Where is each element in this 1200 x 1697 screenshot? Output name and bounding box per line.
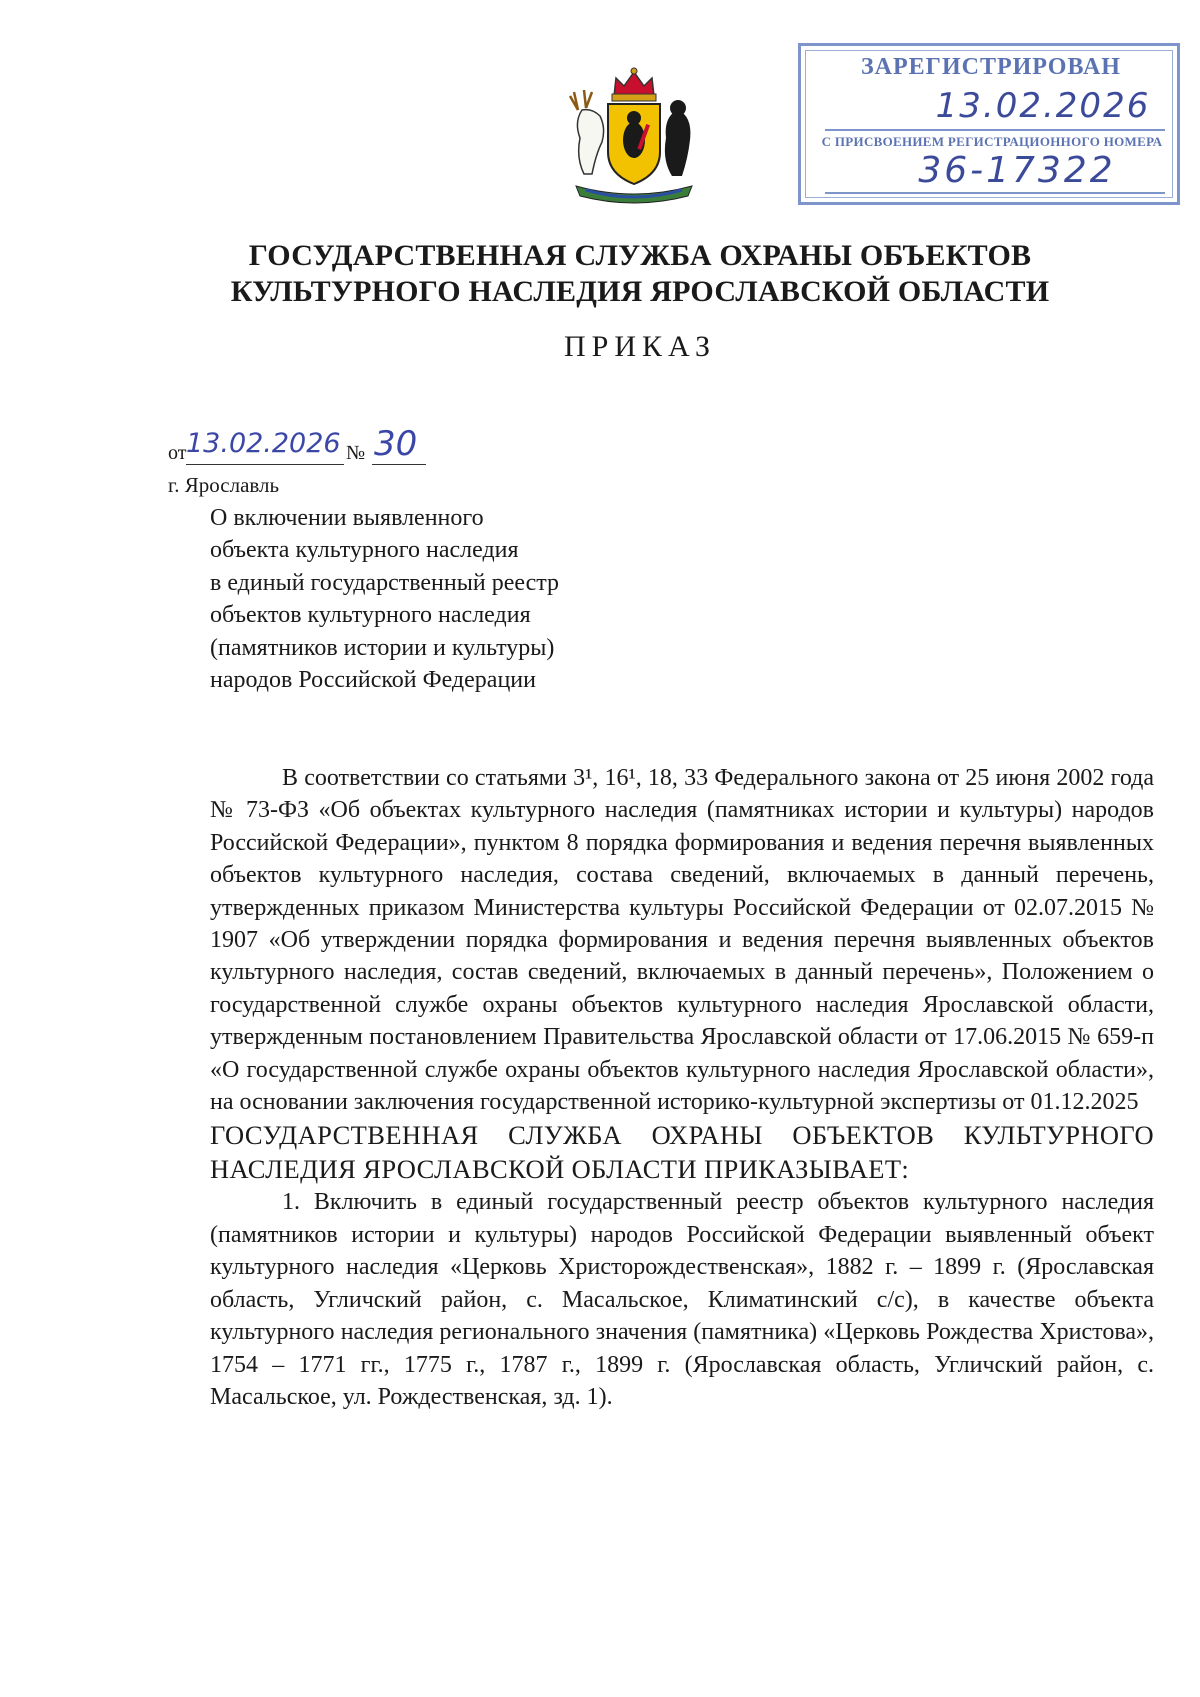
date-prefix: от bbox=[168, 442, 187, 464]
coat-of-arms-icon bbox=[556, 66, 712, 212]
order-body bbox=[210, 762, 1154, 1413]
order-date-handwritten: 13.02.2026 bbox=[186, 428, 341, 459]
subject-line: в единый государственный реестр bbox=[210, 569, 560, 596]
stamp-date: 13.02.2026 bbox=[935, 86, 1151, 126]
order-subject bbox=[210, 502, 730, 696]
stamp-title: ЗАРЕГИСТРИРОВАН bbox=[861, 54, 1121, 80]
stamp-divider bbox=[825, 192, 1165, 194]
stamp-registration-number: 36-17322 bbox=[918, 150, 1116, 191]
stamp-subtitle: С ПРИСВОЕНИЕМ РЕГИСТРАЦИОННОГО НОМЕРА bbox=[821, 134, 1163, 149]
agency-name-line: КУЛЬТУРНОГО НАСЛЕДИЯ ЯРОСЛАВСКОЙ ОБЛАСТИ bbox=[230, 275, 1050, 308]
date-underline bbox=[186, 464, 344, 465]
subject-line: объектов культурного наследия bbox=[210, 602, 531, 629]
agency-name-line: ГОСУДАРСТВЕННАЯ СЛУЖБА ОХРАНЫ ОБЪЕКТОВ bbox=[248, 239, 1032, 272]
order-city: г. Ярославль bbox=[168, 473, 280, 497]
preamble-paragraph: В соответствии со статьями 3¹, 16¹, 18, 33 Федерального закона от 25 июня 2002 года № 73-ФЗ «Об объектах культурного наследия (памятниках истории и культуры) народов Российской Федерации», пунктом 8 порядка формирования и ведения перечня выявленных объектов культурного наследия, состава сведений, включаемых в данный перечень, утвержденных приказом Министерства культуры Российской Федерации от 02.07.2015 № 1907 «Об утверждении порядка формирования и ведения перечня выявленных объектов культурного наследия, состав сведений, включаемых в данный перечень», Положением о государственной службе охраны объектов культурного наследия Ярославской области, утвержденным постановлением Правительства Ярославской области от 17.06.2015 № 659-п «О государственной службе охраны объектов культурного наследия Ярославской области», на основании заключения государственной историко-культурной экспертизы от 01.12.2025 bbox=[210, 765, 1154, 1116]
number-sign: № bbox=[346, 442, 366, 464]
agency-name bbox=[150, 238, 1130, 310]
registration-stamp bbox=[798, 43, 1180, 205]
order-item-1: 1. Включить в единый государственный реестр объектов культурного наследия (памятников истории и культуры) народов Российской Федерации выявленный объект культурного наследия «Церковь Христорождественская», 1882 г. – 1899 г. (Ярославская область, Угличский район, с. Масальское, Климатинский с/с), в качестве объекта культурного наследия регионального значения (памятника) «Церковь Рождества Христова», 1754 – 1771 гг., 1775 г., 1787 г., 1899 г. (Ярославская область, Угличский район, с. Масальское, ул. Рождественская, зд. 1). bbox=[210, 1189, 1154, 1410]
order-number-handwritten: 30 bbox=[374, 424, 418, 464]
document-type: ПРИКАЗ bbox=[564, 330, 716, 363]
subject-line: О включении выявленного bbox=[210, 505, 484, 531]
subject-line: объекта культурного наследия bbox=[210, 537, 519, 564]
number-underline bbox=[372, 464, 426, 465]
decree-statement: ГОСУДАРСТВЕННАЯ СЛУЖБА ОХРАНЫ ОБЪЕКТОВ КУЛЬТУРНОГО НАСЛЕДИЯ ЯРОСЛАВСКОЙ ОБЛАСТИ ПРИКАЗЫВАЕТ: bbox=[210, 1120, 1154, 1185]
stamp-divider bbox=[825, 129, 1165, 131]
subject-line: народов Российской Федерации bbox=[210, 667, 536, 694]
subject-line: (памятников истории и культуры) bbox=[210, 634, 555, 661]
